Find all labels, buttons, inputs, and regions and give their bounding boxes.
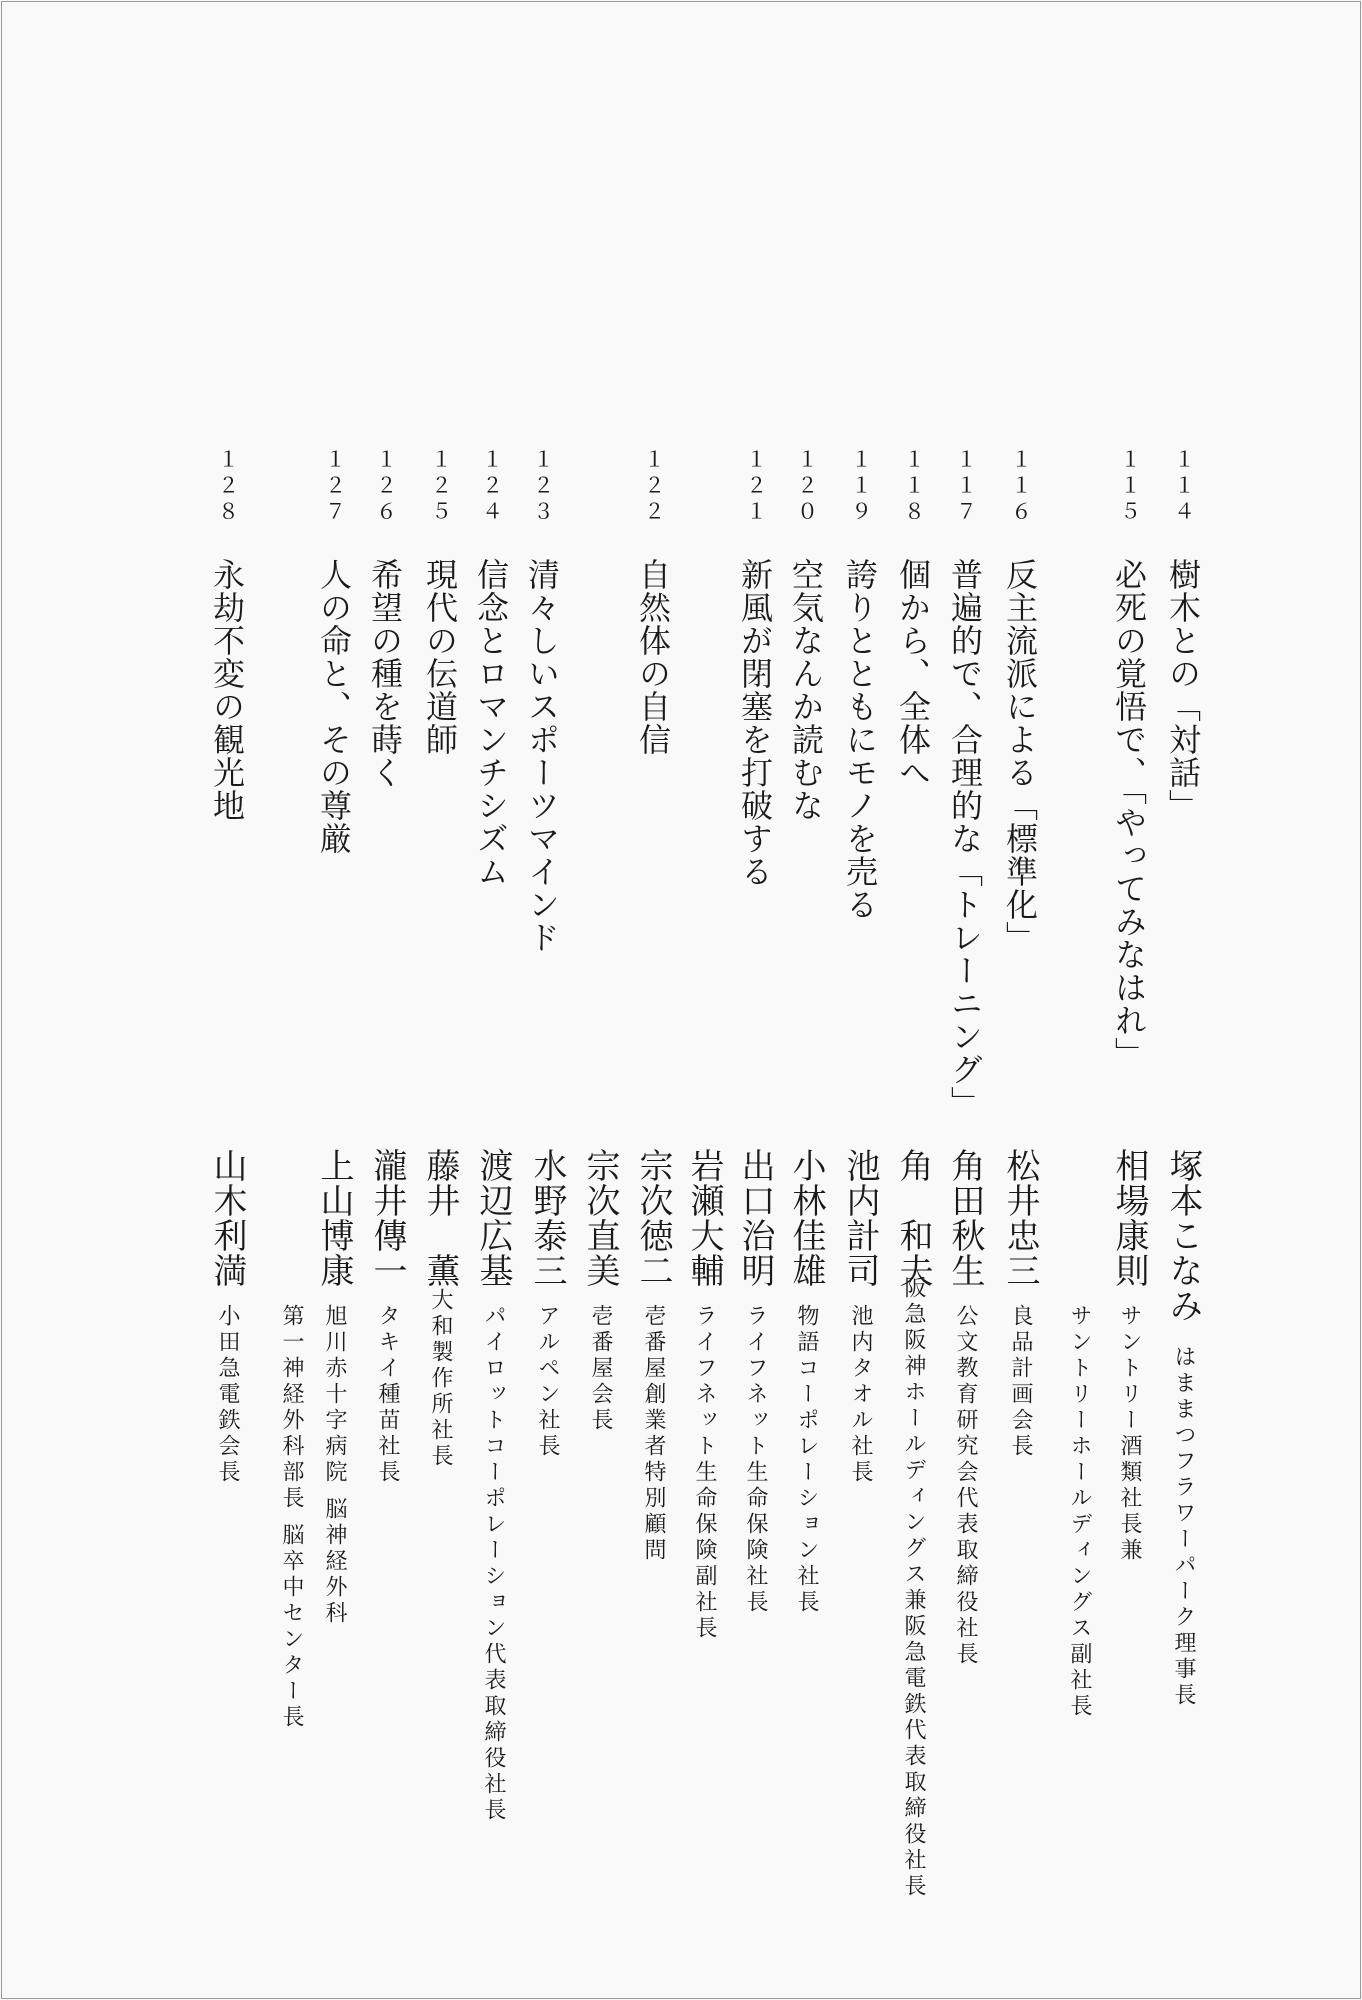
- page-number: １１８: [901, 448, 926, 526]
- person-entry: [840, 1148, 880, 1486]
- chapter-title: 誇りとともにモノを売る: [841, 558, 879, 921]
- person-title: 旭川赤十字病院 脳神経外科: [322, 1304, 347, 1627]
- page-number: １２３: [530, 448, 555, 526]
- person-entry: [786, 1148, 826, 1616]
- page-number: １２８: [215, 448, 240, 526]
- toc-entry[interactable]: [633, 448, 673, 756]
- chapter-title: 現代の伝道師: [421, 558, 459, 756]
- toc-entry[interactable]: [735, 448, 775, 888]
- person-entry: [279, 1148, 354, 1731]
- person-name: 上山博康: [314, 1148, 354, 1288]
- person-title: 壱番屋創業者特別顧問: [641, 1304, 666, 1564]
- person-name: 水野泰三: [527, 1148, 567, 1288]
- page-number: １２５: [428, 448, 453, 526]
- chapter-title: 自然体の自信: [634, 558, 672, 756]
- person-title: 阪急阪神ホールディングス兼阪急電鉄代表取締役社長: [901, 1276, 926, 1900]
- toc-entry[interactable]: [471, 448, 511, 888]
- person-title: 壱番屋会長: [588, 1304, 613, 1434]
- toc-entry[interactable]: [1000, 448, 1040, 954]
- person-name: 塚本こなみ: [1163, 1148, 1203, 1323]
- person-entry: [473, 1148, 513, 1824]
- person-entry: [580, 1148, 620, 1434]
- chapter-title: 人の命と、その尊厳: [315, 558, 353, 855]
- toc-entry[interactable]: [1163, 448, 1203, 822]
- person-entry: [1163, 1148, 1203, 1709]
- toc-entry[interactable]: [522, 448, 562, 954]
- person-entry: [893, 1148, 933, 1900]
- person-entry: [1000, 1148, 1040, 1460]
- person-entry: [735, 1148, 775, 1616]
- person-title: タキイ種苗社長: [375, 1304, 400, 1486]
- person-title: 公文教育研究会代表取締役社長: [953, 1304, 978, 1668]
- person-name: 角 和夫: [893, 1148, 933, 1288]
- person-title: ライフネット生命保険副社長: [692, 1304, 717, 1642]
- chapter-title: 信念とロマンチシズム: [472, 558, 510, 888]
- page-border: [1, 1, 1361, 1999]
- page-number: １２７: [322, 448, 347, 526]
- chapter-title: 必死の覚悟で、「やってみなはれ」: [1110, 558, 1148, 1070]
- chapter-title: 反主流派による「標準化」: [1001, 558, 1039, 954]
- chapter-title: 清々しいスポーツマインド: [523, 558, 561, 954]
- page-number: １２４: [479, 448, 504, 526]
- person-title: ライフネット生命保険社長: [743, 1304, 768, 1616]
- person-title-line2: サントリーホールディングス副社長: [1067, 1304, 1092, 1720]
- person-name: 池内計司: [840, 1148, 880, 1288]
- person-entry: [945, 1148, 985, 1668]
- person-entry: [367, 1148, 407, 1486]
- person-title: 良品計画会長: [1008, 1304, 1033, 1460]
- chapter-title: 希望の種を蒔く: [366, 558, 404, 789]
- toc-entry[interactable]: [1109, 448, 1149, 1070]
- toc-entry[interactable]: [420, 448, 460, 756]
- person-name: 瀧井傳一: [367, 1148, 407, 1288]
- toc-entry[interactable]: [207, 448, 247, 822]
- toc-entry[interactable]: [945, 448, 985, 1119]
- page-number: １２０: [794, 448, 819, 526]
- chapter-title: 個から、全体へ: [894, 558, 932, 789]
- person-entry: [684, 1148, 724, 1642]
- person-entry: [633, 1148, 673, 1564]
- person-name: 角田秋生: [945, 1148, 985, 1288]
- person-title-line2: 第一神経外科部長 脳卒中センター長: [279, 1304, 304, 1731]
- person-entry: [527, 1148, 567, 1460]
- person-name: 出口治明: [735, 1148, 775, 1288]
- person-title: 物語コーポレーション社長: [794, 1304, 819, 1616]
- page-number: １１５: [1117, 448, 1142, 526]
- page-number: １２１: [743, 448, 768, 526]
- chapter-title: 空気なんか読むな: [787, 558, 825, 822]
- page-number: １１４: [1171, 448, 1196, 526]
- chapter-title: 永劫不変の観光地: [208, 558, 246, 822]
- toc-entry[interactable]: [786, 448, 826, 822]
- person-name: 小林佳雄: [786, 1148, 826, 1288]
- person-entry: [420, 1148, 460, 1470]
- person-title: はままつフラワーパーク理事長: [1171, 1345, 1196, 1709]
- page-number: １１７: [953, 448, 978, 526]
- person-title-wrap: [1067, 1304, 1142, 1720]
- person-name: 松井忠三: [1000, 1148, 1040, 1288]
- toc-entry[interactable]: [893, 448, 933, 789]
- toc-entry[interactable]: [840, 448, 880, 921]
- person-name: 山木利満: [207, 1148, 247, 1288]
- toc-entry[interactable]: [314, 448, 354, 855]
- person-title: パイロットコーポレーション代表取締役社長: [481, 1304, 506, 1824]
- person-name: 藤井 薫: [420, 1148, 460, 1288]
- person-title: 小田急電鉄会長: [215, 1304, 240, 1486]
- page-number: １１９: [848, 448, 873, 526]
- person-name: 宗次直美: [580, 1148, 620, 1288]
- person-title: 池内タオル社長: [848, 1304, 873, 1486]
- person-title: 大和製作所社長: [428, 1288, 453, 1470]
- person-title: サントリー酒類社長兼: [1117, 1304, 1142, 1564]
- chapter-title: 新風が閉塞を打破する: [736, 558, 774, 888]
- person-name: 相場康則: [1109, 1148, 1149, 1288]
- person-entry: [1067, 1148, 1149, 1720]
- person-name: 渡辺広基: [473, 1148, 513, 1288]
- chapter-title: 樹木との「対話」: [1164, 558, 1202, 822]
- chapter-title: 普遍的で、合理的な「トレーニング」: [946, 558, 984, 1119]
- page-number: １２２: [641, 448, 666, 526]
- person-name: 宗次徳二: [633, 1148, 673, 1288]
- toc-entry[interactable]: [365, 448, 405, 789]
- page-number: １２６: [373, 448, 398, 526]
- person-entry: [207, 1148, 247, 1486]
- page-number: １１６: [1008, 448, 1033, 526]
- person-title-wrap: [279, 1304, 347, 1731]
- person-title: アルペン社長: [535, 1304, 560, 1460]
- person-name: 岩瀬大輔: [684, 1148, 724, 1288]
